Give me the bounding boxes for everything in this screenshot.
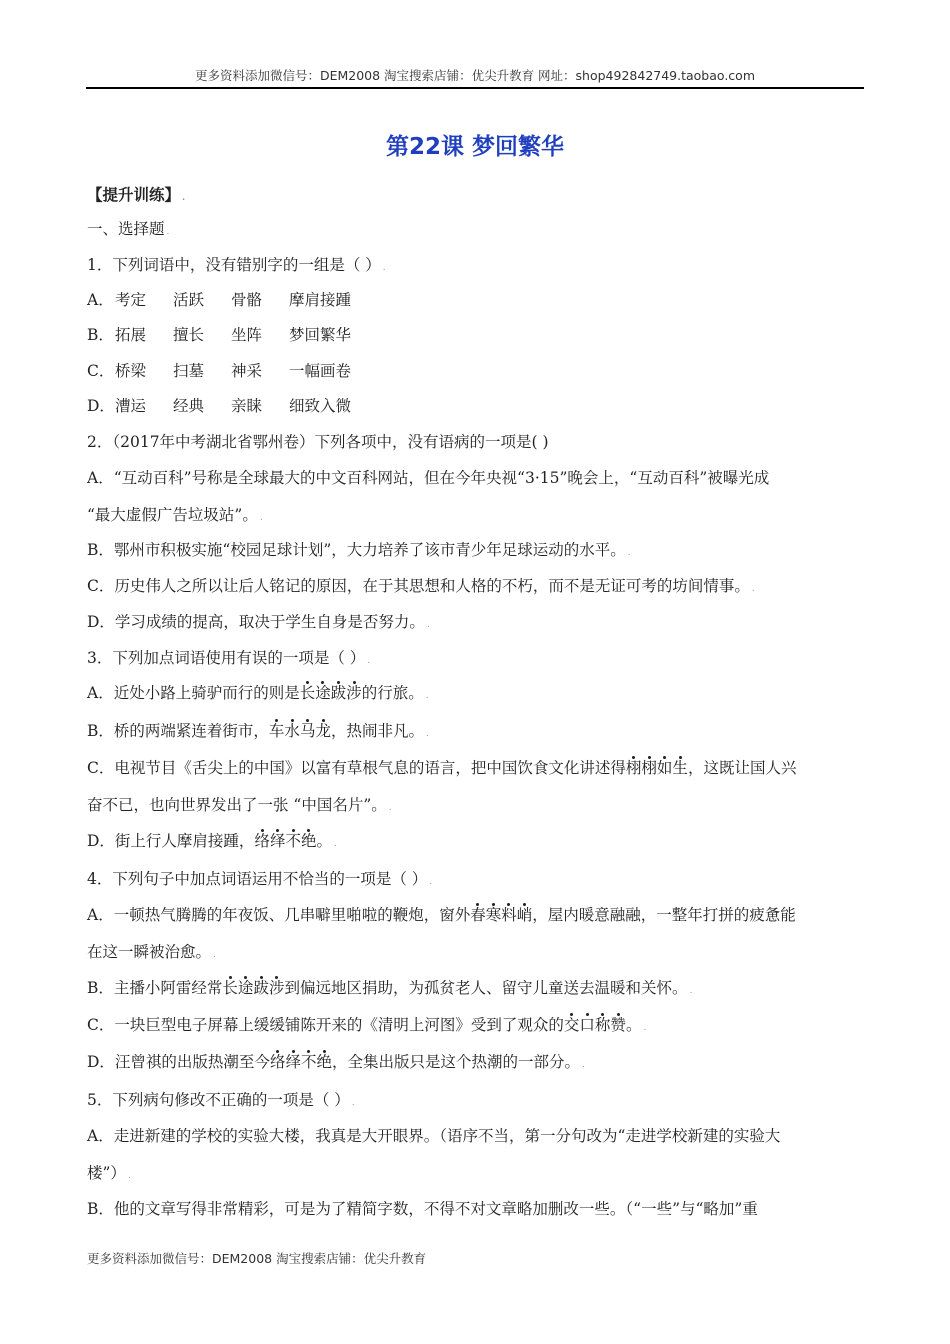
q2-option-a: A．“互动百科”号称是全球最大的中文百科网站，但在今年央视“3·15”晚会上，“互动百科”被曝光成 bbox=[87, 469, 770, 487]
page-title: 第22课 梦回繁华 bbox=[385, 134, 564, 160]
q4-option-d: D．汪曾祺的出版热潮至今络绎不绝，全集出版只是这个热潮的一部分。 . bbox=[87, 1053, 585, 1071]
header-rule bbox=[86, 87, 864, 89]
q3-option-c-cont: 奋不已，也向世界发出了一张 “中国名片”。 . bbox=[87, 796, 392, 814]
q1-option-d: D．漕运 经典 亲睐 细致入微 bbox=[87, 397, 352, 415]
q4-option-a: A．一顿热气腾腾的年夜饭、几串噼里啪啦的鞭炮，窗外春寒料峭，屋内暖意融融，一整年打拼的疲惫能 bbox=[87, 906, 796, 924]
section-heading: 【提升训练】 . bbox=[87, 185, 186, 204]
page-header: 更多资料添加微信号：DEM2008 淘宝搜索店铺：优尖升教育 网址：shop492842749.taobao.com bbox=[194, 68, 756, 83]
q4-option-c: C．一块巨型电子屏幕上缓缓铺陈开来的《清明上河图》受到了观众的交口称赞。 . bbox=[87, 1016, 647, 1034]
q3-option-d: D．街上行人摩肩接踵，络绎不绝。 . bbox=[87, 832, 337, 850]
q5-option-b: B．他的文章写得非常精彩，可是为了精简字数，不得不对文章略加删改一些。（“一些”与“略加”重 bbox=[87, 1200, 758, 1218]
q2-option-a-cont: “最大虚假广告垃圾站”。 . bbox=[87, 506, 263, 524]
q4-option-b: B．主播小阿雷经常长途跋涉到偏远地区捐助，为孤贫老人、留守儿童送去温暖和关怀。 . bbox=[87, 979, 693, 997]
q3-stem: 3．下列加点词语使用有误的一项是（ ） . bbox=[87, 649, 371, 667]
q5-option-a: A．走进新建的学校的实验大楼，我真是大开眼界。（语序不当，第一分句改为“走进学校新建的实验大 bbox=[87, 1127, 781, 1145]
q3-option-a: A．近处小路上骑驴而行的则是长途跋涉的行旅。 . bbox=[87, 684, 429, 702]
q5-option-a-cont: 楼”） . bbox=[87, 1164, 131, 1182]
q4-stem: 4．下列句子中加点词语运用不恰当的一项是（ ） . bbox=[87, 870, 433, 888]
q5-stem: 5．下列病句修改不正确的一项是（ ） . bbox=[87, 1091, 355, 1109]
q1-option-a: A．考定 活跃 骨骼 摩肩接踵 bbox=[87, 291, 352, 309]
q1-stem: 1．下列词语中，没有错别字的一组是（ ） . bbox=[87, 256, 386, 274]
q2-option-d: D．学习成绩的提高，取决于学生自身是否努力。 . bbox=[87, 613, 430, 631]
q3-option-c: C．电视节目《舌尖上的中国》以富有草根气息的语言，把中国饮食文化讲述得栩栩如生，这既让国人兴 bbox=[87, 759, 797, 777]
q2-option-c: C．历史伟人之所以让后人铭记的原因，在于其思想和人格的不朽，而不是无证可考的坊间情事。 . bbox=[87, 577, 755, 595]
part-heading: 一、选择题 . bbox=[87, 220, 170, 238]
q2-stem: 2．（2017年中考湖北省鄂州卷）下列各项中，没有语病的一项是( ) bbox=[87, 433, 549, 451]
page-footer: 更多资料添加微信号：DEM2008 淘宝搜索店铺：优尖升教育 bbox=[87, 1251, 427, 1266]
q3-option-b: B．桥的两端紧连着街市，车水马龙，热闹非凡。 . bbox=[87, 722, 429, 740]
q2-option-b: B．鄂州市积极实施“校园足球计划”，大力培养了该市青少年足球运动的水平。 . bbox=[87, 541, 631, 559]
q1-option-b: B．拓展 擅长 坐阵 梦回繁华 bbox=[87, 326, 352, 344]
q4-option-a-cont: 在这一瞬被治愈。 . bbox=[87, 943, 216, 961]
q1-option-c: C．桥梁 扫墓 神采 一幅画卷 bbox=[87, 362, 352, 380]
